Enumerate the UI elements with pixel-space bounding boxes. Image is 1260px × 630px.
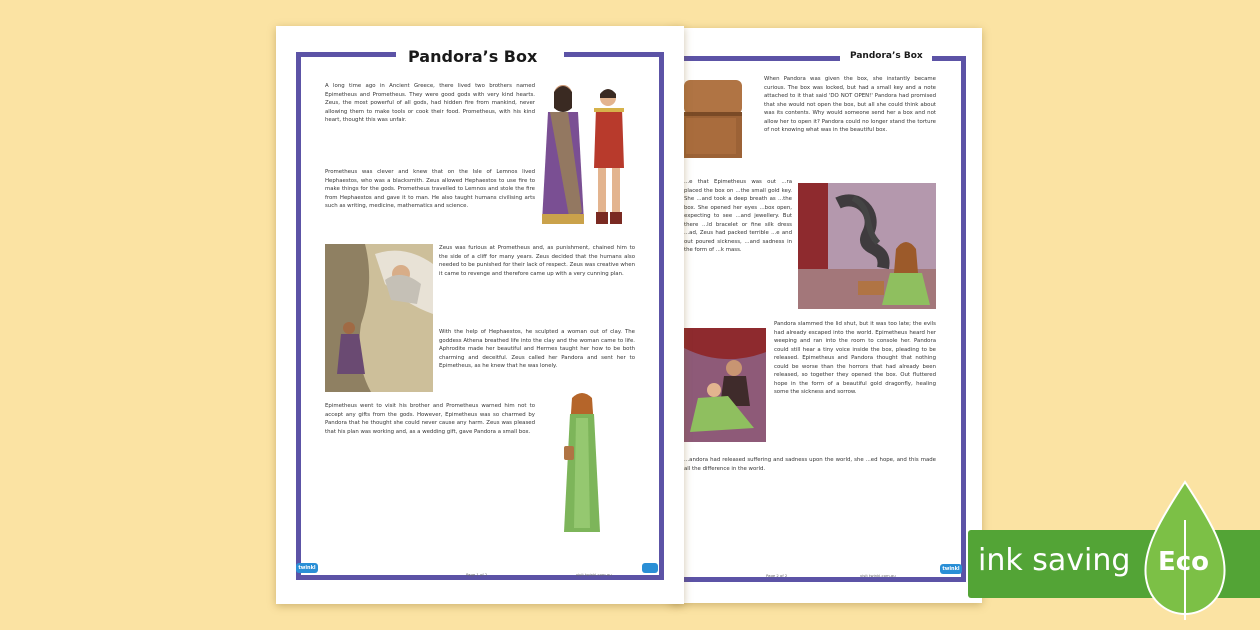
front-paragraph-5: Epimetheus went to visit his brother and Prometheus warned him not to accept any gifts from the gods. However, Epimetheus was so charmed by Pandora that he thought she could never cause any harm. Zeus was pleased that his plan was working and, as a wedding gift, gave Pandora a small box. <box>325 403 535 435</box>
prometheus-chained-illustration <box>325 244 433 392</box>
back-paragraph-2: ...e that Epimetheus was out ...ra placed the box on ...the small gold key. She ...and took a deep breath as ...the box. She opened her eyes ...box open, expecting to see ...and jewellery. But there ...ld bracelet or fine silk dress ...ad, Zeus had packed terrible ...e and out poured sickness, ...and sadness in the form of ...k mass. <box>684 179 792 253</box>
front-footer-page: Page 1 of 2 <box>466 572 488 577</box>
back-paragraph-1: When Pandora was given the box, she instantly became curious. The box was locked, but had a small key and a note attached to it that said 'DO NOT OPEN!' Pandora had promised that she would not open the box, but all she could think about was its contents. Why would someone send her a box and not allow her to open it? Pandora could no longer stand the torture of not knowing what was in the beautiful box. <box>764 76 936 133</box>
front-title-bar-left <box>296 52 396 57</box>
back-page <box>670 28 982 603</box>
pandora-and-epimetheus-illustration <box>684 328 766 442</box>
front-paragraph-1: A long time ago in Ancient Greece, there lived two brothers named Epimetheus and Prometheus. They were good gods with very kind hearts. Zeus, the most powerful of all gods, had hidden fire from mankind, never allowing them to make tools or cook their food. Prometheus, with his kind heart, thought this was unfair. <box>325 83 535 123</box>
front-paragraph-2: Prometheus was clever and knew that on the Isle of Lemnos lived Hephaestos, who was a blacksmith. Zeus allowed Hephaestos to use fire to make things for the gods. Prometheus travelled to Lemnos and stole the fire from Hephaestos and gave it to man. He also taught humans civilising arts such as writing, medicine, mathematics and science. <box>325 169 535 209</box>
front-footer-badge-icon <box>642 563 658 573</box>
back-footer-site: visit twinkl.com.au <box>860 573 896 578</box>
back-footer-page: Page 2 of 2 <box>766 573 788 578</box>
pandora-opening-box-illustration <box>798 183 936 309</box>
front-title-bar-right <box>564 52 664 57</box>
ink-saving-label: ink saving <box>978 543 1131 578</box>
back-paragraph-3: Pandora slammed the lid shut, but it was too late; the evils had already escaped into the world. Epimetheus heard her weeping and ran into the room to console her. Pandora could still hear a tiny voice inside the box, pleading to be released. Epimetheus and Pandora thought that nothing could be worse than the horrors that had already been released, so together they opened the box. Out fluttered hope in the form of a beautiful gold dragonfly, healing some the sickness and sorrow. <box>774 321 936 395</box>
front-page <box>276 26 684 604</box>
wooden-chest-illustration <box>684 74 746 160</box>
prometheus-epimetheus-illustration <box>538 82 634 232</box>
front-paragraph-3: Zeus was furious at Prometheus and, as punishment, chained him to the side of a cliff for many years. Zeus decided that the humans also needed to be punished for their lack of respect. Zeus was creative when it came to revenge and therefore came up with a very cunning plan. <box>439 245 635 277</box>
back-title-bar-left <box>684 56 840 61</box>
front-footer-logo: twinkl <box>296 563 318 573</box>
front-paragraph-4: With the help of Hephaestos, he sculpted a woman out of clay. The goddess Athena breathed life into the clay and the woman came to life. Aphrodite made her beautiful and Hermes taught her how to be both charming and deceitful. Zeus called her Pandora and sent her to Epimetheus, as he knew that he was lonely. <box>439 329 635 369</box>
eco-label: Eco <box>1158 547 1210 577</box>
front-footer-site: visit twinkl.com.au <box>576 572 612 577</box>
back-page-title: Pandora’s Box <box>850 51 923 61</box>
back-paragraph-4: ...andora had released suffering and sadness upon the world, she ...ed hope, and this made all the difference in the world. <box>684 457 936 472</box>
front-page-title: Pandora’s Box <box>408 47 538 66</box>
back-footer-logo: twinkl <box>940 564 962 574</box>
back-title-bar-right <box>932 56 966 61</box>
pandora-illustration <box>554 388 610 536</box>
